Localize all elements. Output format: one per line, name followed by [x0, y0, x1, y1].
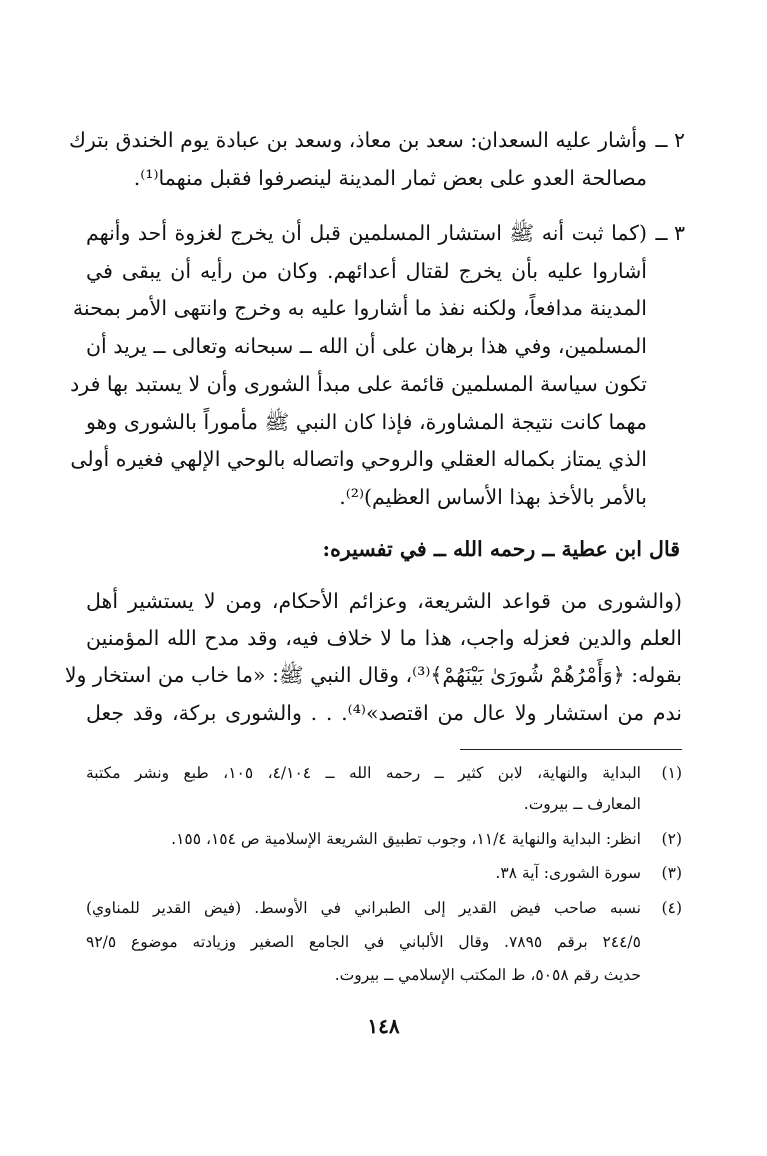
footnote-1-line-1: البداية والنهاية، لابن كثير ــ رحمه الله ــ ٤/١٠٤، ١٠٥، طبع ونشر مكتبة: [86, 764, 641, 782]
item-3-line-6: مهما كانت نتيجة المشاورة، فإذا كان النبي ﷺ مأموراً بالشورى وهو: [86, 410, 647, 434]
footnote-3-number: (٣): [661, 864, 682, 882]
footnote-2-line-1: انظر: البداية والنهاية ١١/٤، وجوب تطبيق الشريعة الإسلامية ص ١٥٤، ١٥٥.: [171, 830, 641, 848]
footnote-4-line-3: حديث رقم ٥٠٥٨، ط المكتب الإسلامي ــ بيروت.: [334, 966, 641, 984]
item-3-line-1: (كما ثبت أنه ﷺ استشار المسلمين قبل أن يخرج لغزوة أحد وأنهم: [86, 221, 647, 245]
item-3-line-8: بالأمر بالأخذ بهذا الأساس العظيم)⁽²⁾.: [339, 485, 647, 509]
quote-line-1: (والشورى من قواعد الشريعة، وعزائم الأحكام، ومن لا يستشير أهل: [86, 589, 682, 613]
item-2-number: ٢ ــ: [655, 128, 685, 152]
item-3-number: ٣ ــ: [655, 221, 685, 245]
item-2-line-1: وأشار عليه السعدان: سعد بن معاذ، وسعد بن عبادة يوم الخندق بترك: [68, 128, 647, 152]
item-3-line-3: المدينة مدافعاً، ولكنه نفذ ما أشاروا عليه به وخرج وانتهى الأمر بمحنة: [72, 296, 647, 320]
footnote-1-number: (١): [661, 764, 682, 782]
quote-line-3: بقوله: ﴿وَأَمْرُهُمْ شُورَىٰ بَيْنَهُمْ﴾⁽³⁾، وقال النبي ﷺ: «ما خاب من استخار ولا: [64, 663, 682, 687]
item-3-line-2: أشاروا عليه بأن يخرج لقتال أعدائهم. وكان من رأيه أن يبقى في: [86, 259, 647, 283]
item-3-line-7: الذي يمتاز بكماله العقلي والروحي واتصاله بالوحي الإلهي فغيره أولى: [70, 447, 647, 471]
footnote-1-line-2: المعارف ــ بيروت.: [523, 795, 641, 813]
item-2-line-2: مصالحة العدو على بعض ثمار المدينة لينصرفوا فقبل منهما⁽¹⁾.: [133, 166, 647, 190]
footnote-2-number: (٢): [661, 830, 682, 848]
footnote-4-number: (٤): [661, 899, 682, 917]
quote-line-4: ندم من استشار ولا عال من اقتصد»⁽⁴⁾. . . والشورى بركة، وقد جعل: [86, 701, 682, 725]
footnote-separator: [460, 749, 682, 750]
section-heading: قال ابن عطية ــ رحمه الله ــ في تفسيره:: [322, 537, 680, 561]
quote-line-2: العلم والدين فعزله واجب، هذا ما لا خلاف فيه، وقد مدح الله المؤمنين: [86, 626, 682, 650]
item-3-line-4: المسلمين، وفي هذا برهان على أن الله ــ سبحانه وتعالى ــ يريد أن: [86, 334, 647, 358]
item-3-line-5: تكون سياسة المسلمين قائمة على مبدأ الشورى وأن لا يستبد بها فرد: [70, 372, 647, 396]
footnote-3-line-1: سورة الشورى: آية ٣٨.: [495, 864, 641, 882]
footnote-4-line-2: ٢٤٤/٥ برقم ٧٨٩٥. وقال الألباني في الجامع الصغير وزيادته موضوع ٩٢/٥: [86, 933, 641, 951]
page-number: ١٤٨: [367, 1014, 400, 1038]
footnote-4-line-1: نسبه صاحب فيض القدير إلى الطبراني في الأوسط. (فيض القدير للمناوي): [86, 899, 641, 917]
